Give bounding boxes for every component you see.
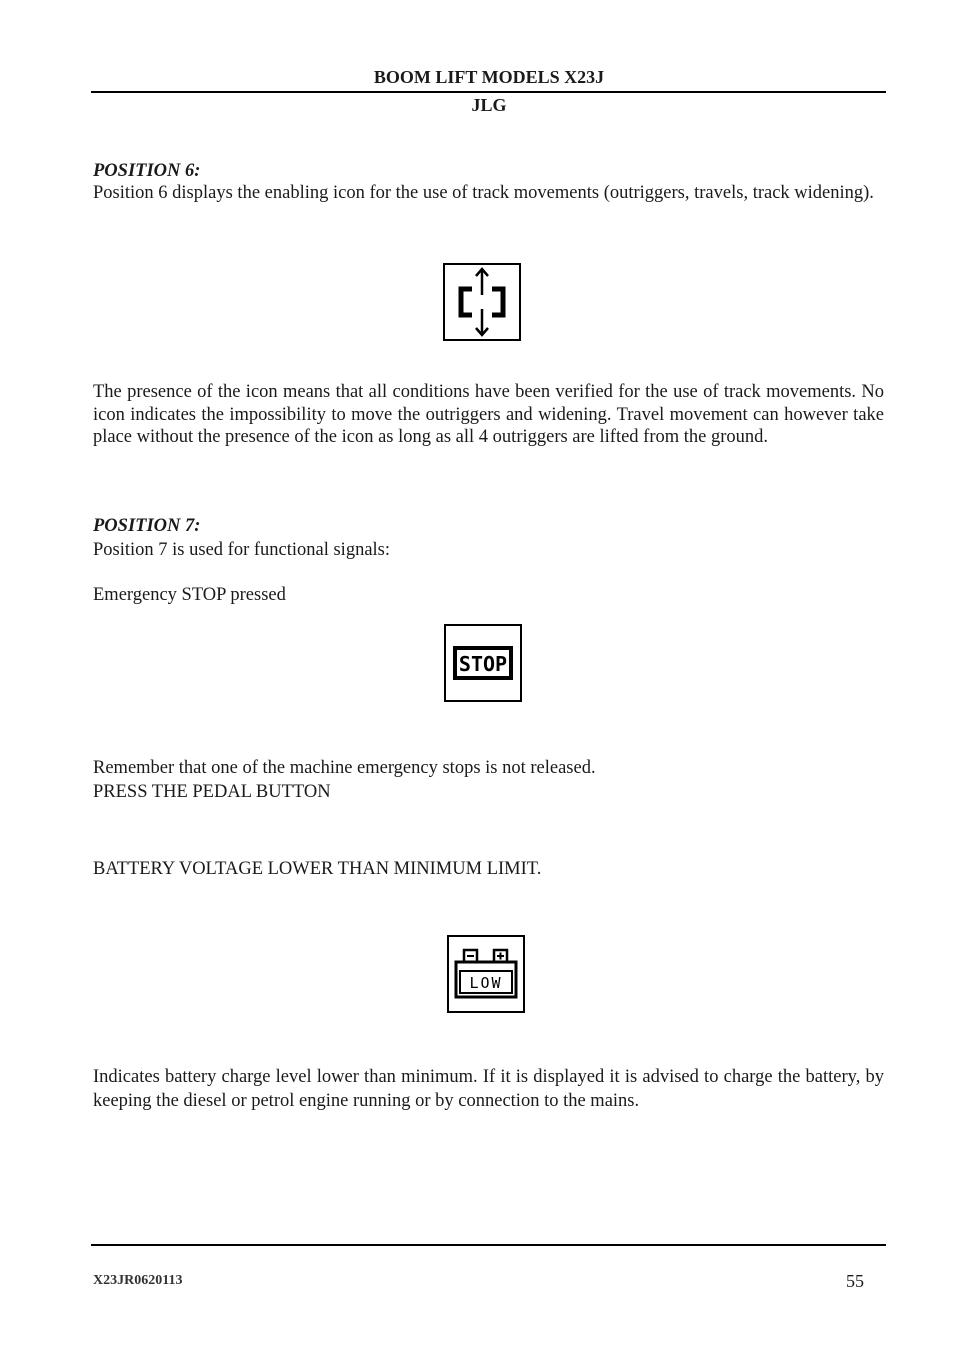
position6-explanation: The presence of the icon means that all conditions have been verified for the use of track movements. No icon indicates the impossibility to move the outriggers and widening. Travel movement can however take place without the presence of the icon as long as all 4 outriggers are lifted from the ground. [93,382,884,447]
stop-icon [444,624,522,702]
header-title: BOOM LIFT MODELS X23J [373,67,605,87]
footer-doc-code: X23JR0620113 [93,1273,183,1288]
position6-heading: POSITION 6: [93,161,201,181]
stop-icon-text: STOP [458,652,508,676]
position7-heading: POSITION 7: [93,516,201,536]
position6-intro: Position 6 displays the enabling icon for the use of track movements (outriggers, travels, track widening). [93,183,874,203]
header-brand: JLG [471,95,507,115]
footer-rule [91,1244,886,1246]
footer-page-number: 55 [846,1271,864,1291]
stop-note: Remember that one of the machine emergency stops is not released. [93,758,596,778]
battery-low-icon [447,935,525,1013]
stop-title: Emergency STOP pressed [93,585,286,605]
track-movement-enable-icon [443,263,521,341]
stop-action: PRESS THE PEDAL BUTTON [93,782,331,802]
header-rule [91,91,886,93]
battery-icon-text: LOW [469,974,503,992]
position7-intro: Position 7 is used for functional signals: [93,540,391,560]
battery-title: BATTERY VOLTAGE LOWER THAN MINIMUM LIMIT. [93,859,542,879]
battery-note: Indicates battery charge level lower than minimum. If it is displayed it is advised to charge the battery, by keeping the diesel or petrol engine running or by connection to the mains. [93,1067,884,1111]
